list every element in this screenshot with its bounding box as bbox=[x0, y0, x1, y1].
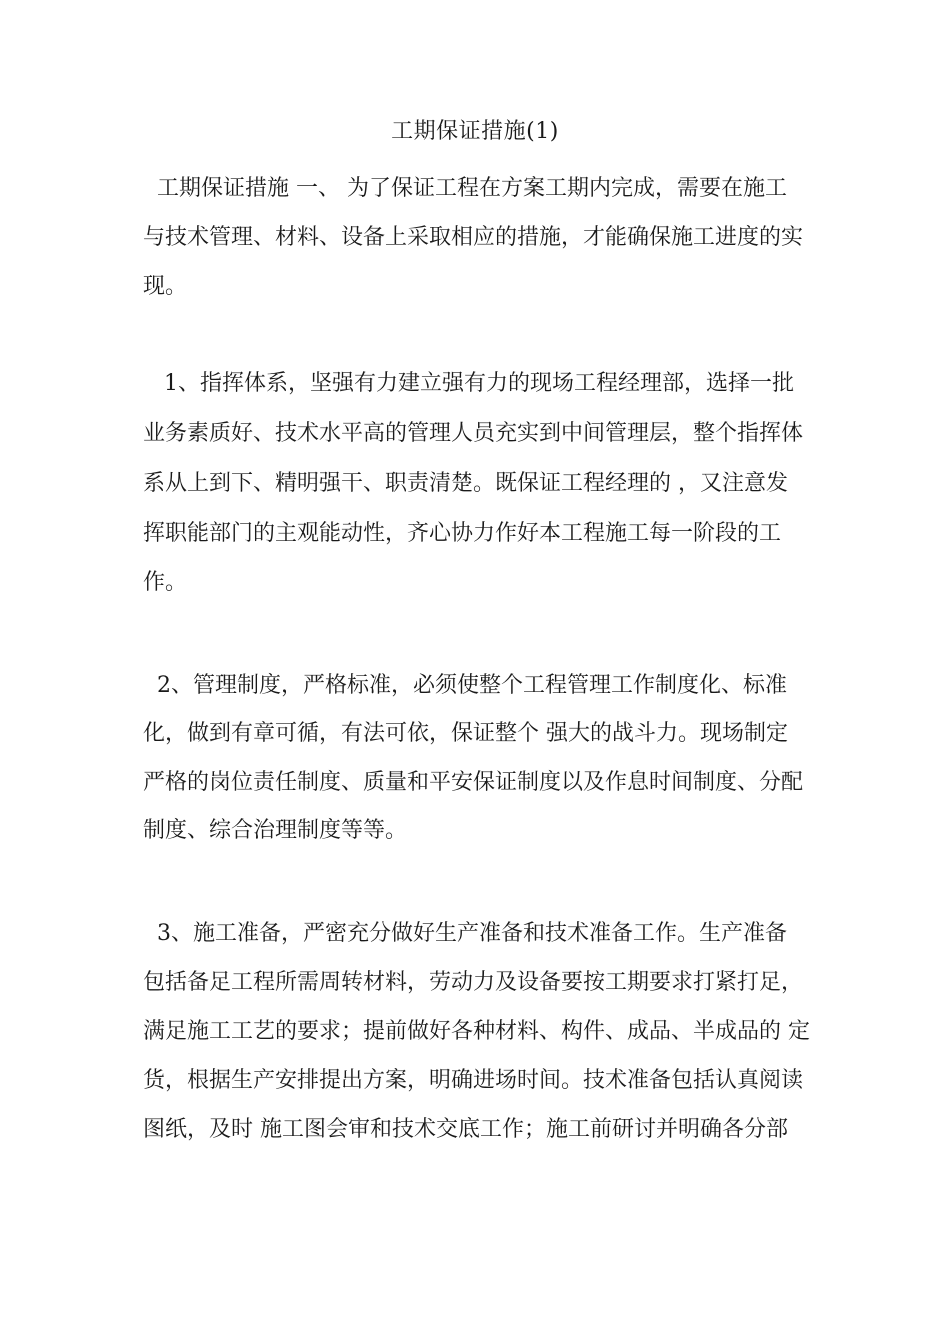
paragraph-2-line-1: 化，做到有章可循，有法可依，保证整个 强大的战斗力。现场制定 bbox=[143, 721, 788, 746]
paragraph-0-line-1: 与技术管理、材料、设备上采取相应的措施，才能确保施工进度的实 bbox=[143, 225, 804, 250]
paragraph-2-line-2: 严格的岗位责任制度、质量和平安保证制度以及作息时间制度、分配 bbox=[143, 770, 804, 795]
paragraph-3-line-2: 满足施工工艺的要求；提前做好各种材料、构件、成品、半成品的 定 bbox=[143, 1019, 810, 1044]
paragraph-3-line-3: 货，根据生产安排提出方案，明确进场时间。技术准备包括认真阅读 bbox=[143, 1068, 804, 1093]
paragraph-1-line-3: 挥职能部门的主观能动性，齐心协力作好本工程施工每一阶段的工 bbox=[143, 521, 782, 546]
paragraph-1-line-0: 1、指挥体系，坚强有力建立强有力的现场工程经理部，选择一批 bbox=[143, 371, 794, 396]
paragraph-1-line-4: 作。 bbox=[143, 570, 188, 595]
document-title: 工期保证措施(1) bbox=[391, 119, 559, 144]
paragraph-0-line-0: 工期保证措施 一、 为了保证工程在方案工期内完成，需要在施工 bbox=[143, 176, 787, 201]
paragraph-1-line-1: 业务素质好、技术水平高的管理人员充实到中间管理层，整个指挥体 bbox=[143, 421, 804, 446]
paragraph-3-line-4: 图纸，及时 施工图会审和技术交底工作；施工前研讨并明确各分部 bbox=[143, 1117, 788, 1142]
paragraph-0-line-2: 现。 bbox=[143, 274, 188, 299]
paragraph-3-line-0: 3、施工准备，严密充分做好生产准备和技术准备工作。生产准备 bbox=[143, 921, 787, 946]
paragraph-2-line-0: 2、管理制度，严格标准，必须使整个工程管理工作制度化、标准 bbox=[143, 673, 787, 698]
paragraph-2-line-3: 制度、综合治理制度等等。 bbox=[143, 818, 408, 843]
paragraph-3-line-1: 包括备足工程所需周转材料，劳动力及设备要按工期要求打紧打足， bbox=[143, 970, 804, 995]
paragraph-1-line-2: 系从上到下、精明强干、职责清楚。既保证工程经理的 ，又注意发 bbox=[143, 471, 788, 496]
